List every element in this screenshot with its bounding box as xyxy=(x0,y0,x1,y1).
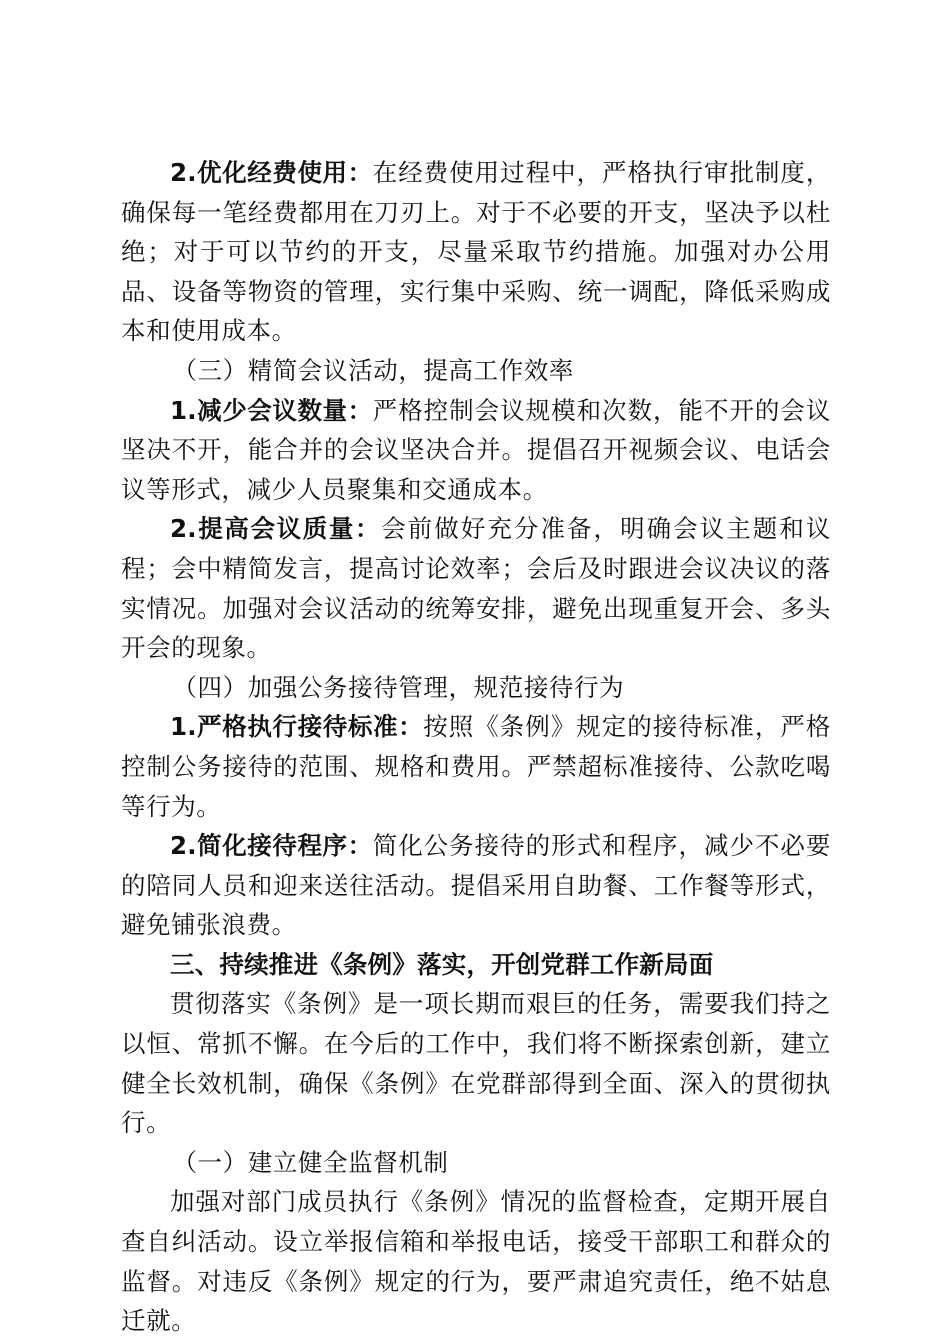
paragraph-lead: 2.优化经费使用： xyxy=(170,158,373,187)
paragraph-optimize-funds xyxy=(121,153,831,351)
paragraph-text: 按照《条例》规定的接待标准，严格控制公务接待的范围、规格和费用。严禁超标准接待、公款吃喝等行为。 xyxy=(121,712,831,821)
paragraph-implementation: 贯彻落实《条例》是一项长期而艰巨的任务，需要我们持之以恒、常抓不懈。在今后的工作中，我们将不断探索创新，建立健全长效机制，确保《条例》在党群部得到全面、深入的贯彻执行。 xyxy=(121,989,831,1138)
subheading-streamline-meetings: （三）精简会议活动，提高工作效率 xyxy=(172,355,575,385)
paragraph-lead: 2.简化接待程序： xyxy=(170,831,373,861)
subheading-reception-management: （四）加强公务接待管理，规范接待行为 xyxy=(172,672,625,702)
paragraph-simplify-reception xyxy=(121,826,831,945)
section-heading-three: 三、持续推进《条例》落实，开创党群工作新局面 xyxy=(170,949,714,979)
paragraph-improve-meeting-quality xyxy=(121,509,831,667)
paragraph-reception-standards xyxy=(121,707,831,826)
paragraph-text: 严格控制会议规模和次数，能不开的会议坚决不开，能合并的会议坚决合并。提倡召开视频会议、电话会议等形式，减少人员聚集和交通成本。 xyxy=(121,395,831,504)
paragraph-lead: 1.减少会议数量： xyxy=(170,395,373,425)
paragraph-supervision: 加强对部门成员执行《条例》情况的监督检查，定期开展自查自纠活动。设立举报信箱和举报电话，接受干部职工和群众的监督。对违反《条例》规定的行为，要严肃追究责任，绝不姑息迁就。 xyxy=(121,1187,831,1336)
paragraph-reduce-meetings xyxy=(121,391,831,510)
paragraph-lead: 1.严格执行接待标准： xyxy=(170,712,424,742)
paragraph-text: 在经费使用过程中，严格执行审批制度，确保每一笔经费都用在刀刃上。对于不必要的开支，坚决予以杜绝；对于可以节约的开支，尽量采取节约措施。加强对办公用品、设备等物资的管理，实行集中采购、统一调配，降低采购成本和使用成本。 xyxy=(121,158,831,346)
subheading-supervision: （一）建立健全监督机制 xyxy=(172,1147,449,1177)
paragraph-text: 简化公务接待的形式和程序，减少不必要的陪同人员和迎来送往活动。提倡采用自助餐、工作餐等形式，避免铺张浪费。 xyxy=(121,831,831,940)
paragraph-text: 会前做好充分准备，明确会议主题和议程；会中精简发言，提高讨论效率；会后及时跟进会议决议的落实情况。加强对会议活动的统筹安排，避免出现重复开会、多头开会的现象。 xyxy=(121,514,831,663)
paragraph-lead: 2.提高会议质量： xyxy=(170,514,382,544)
document-body xyxy=(121,153,831,1341)
